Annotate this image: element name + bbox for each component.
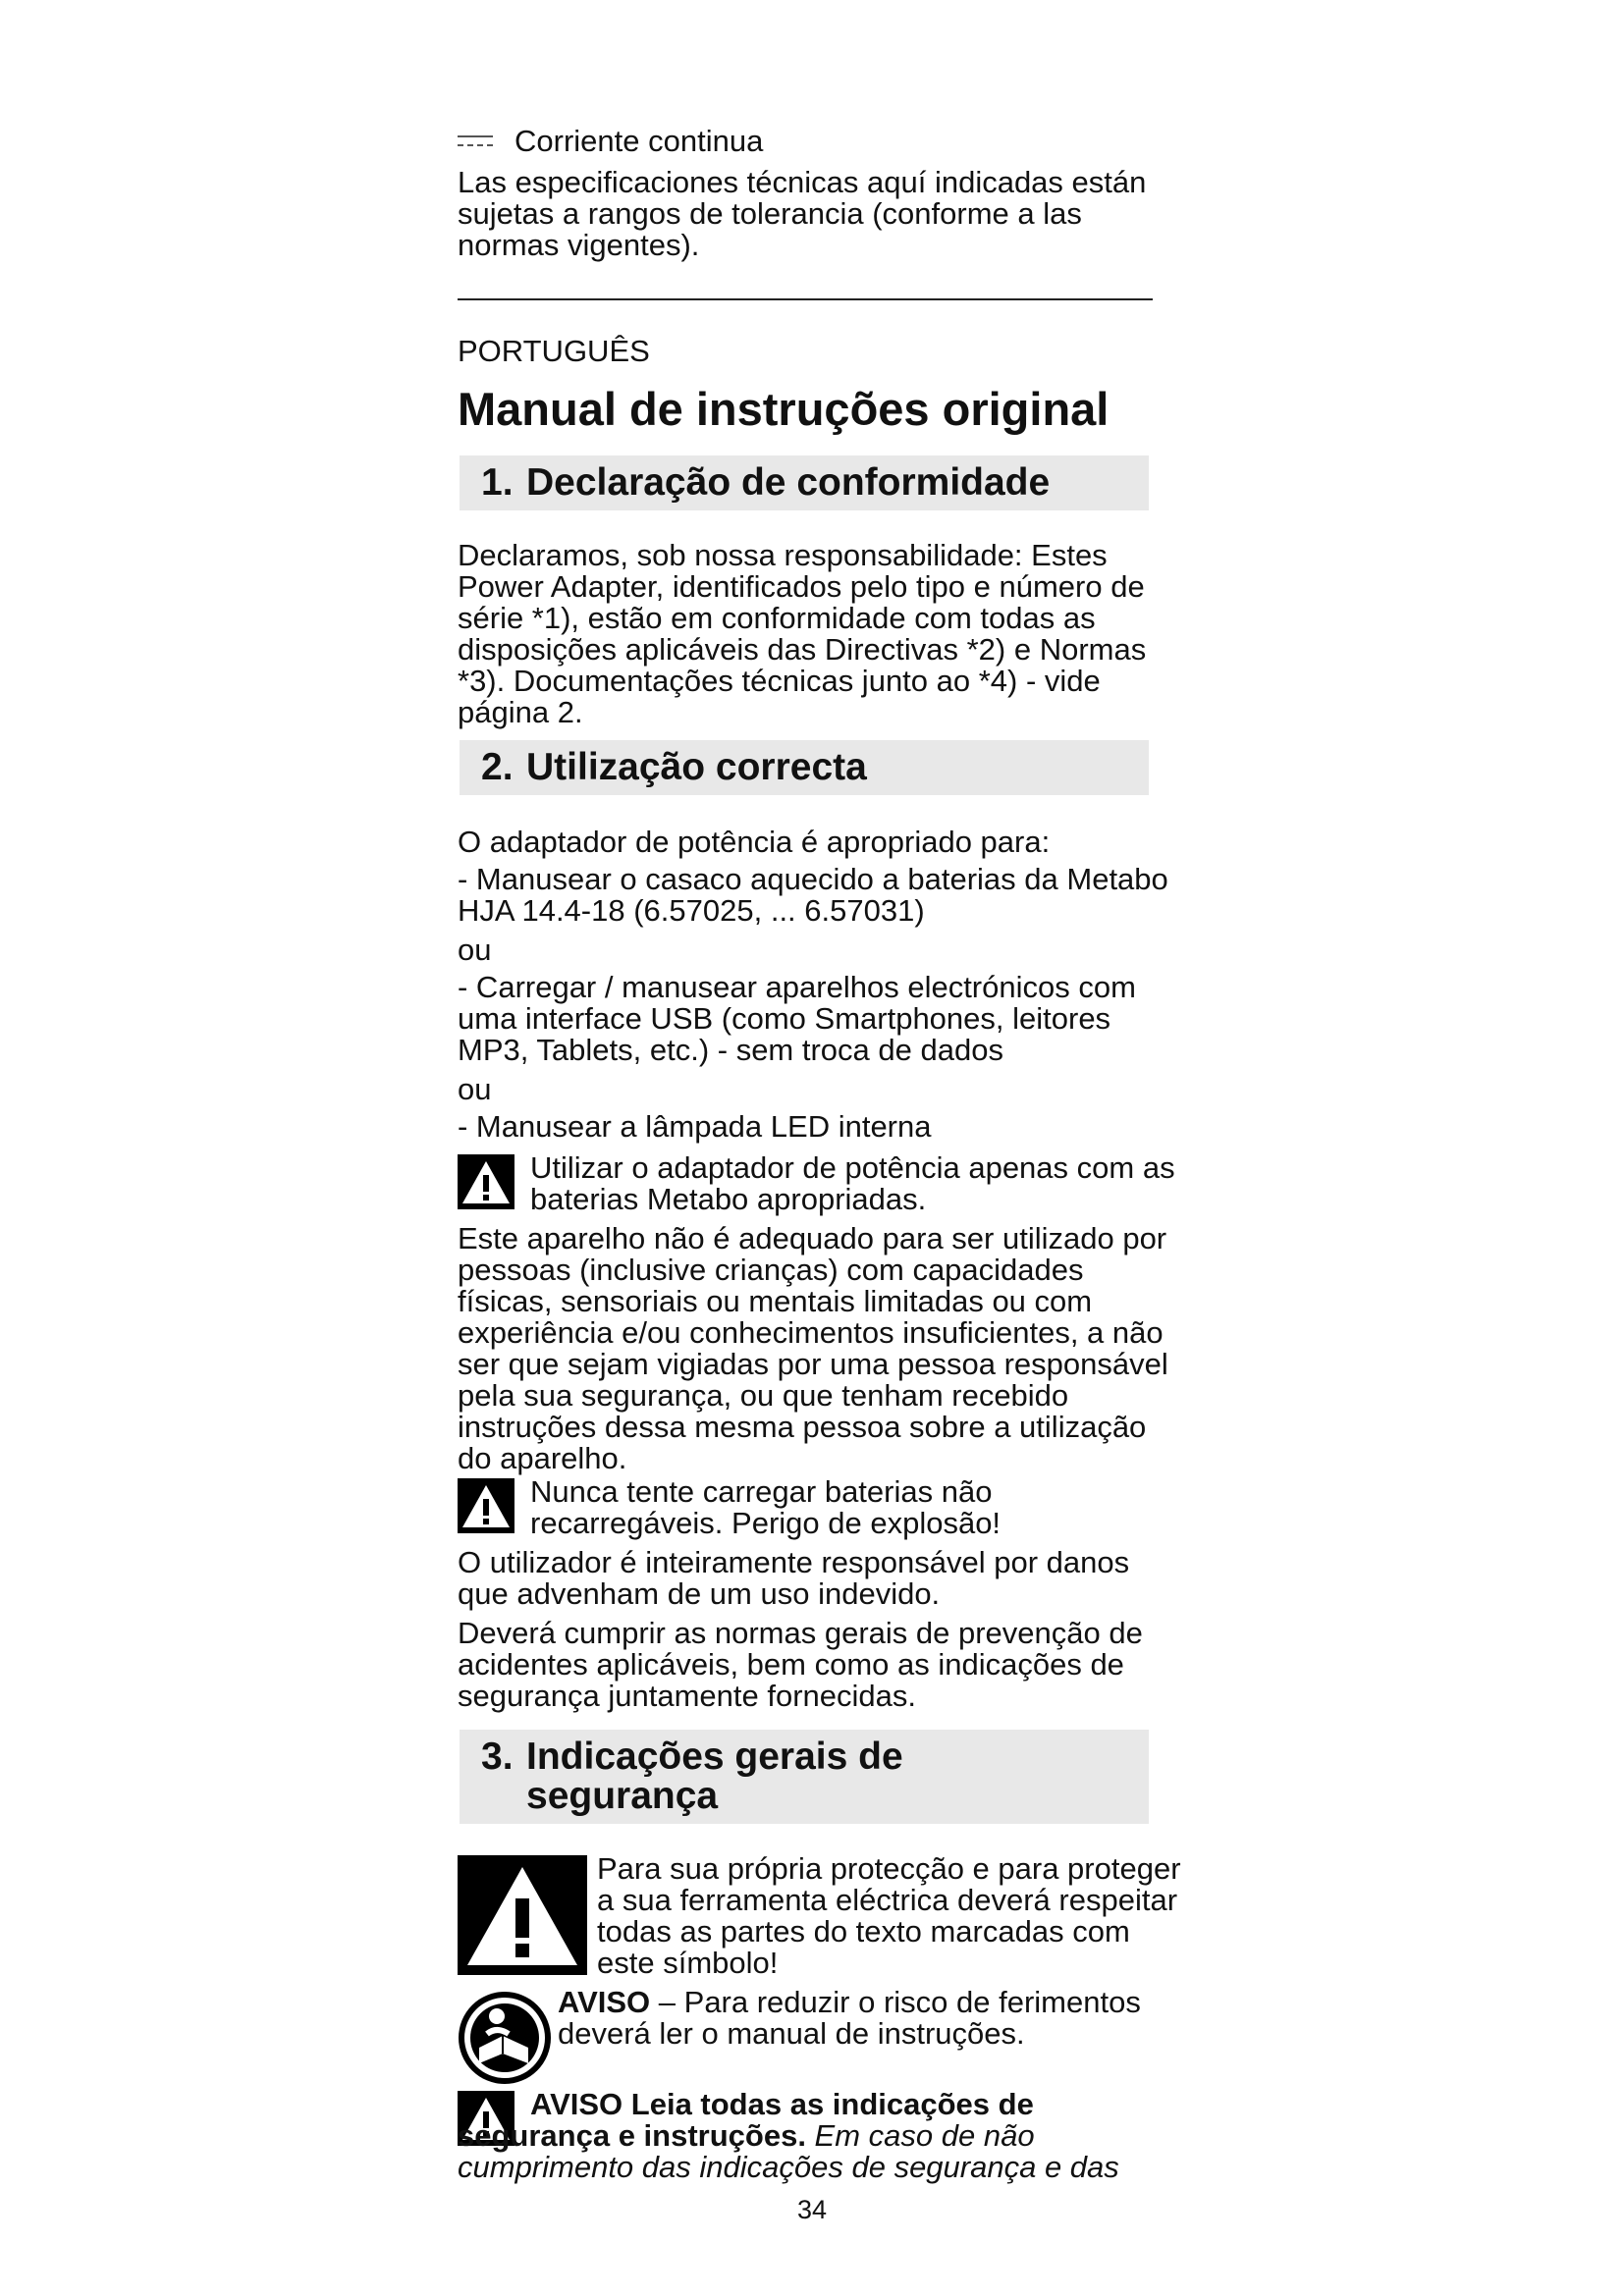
warning-triangle-icon bbox=[458, 1154, 514, 1209]
usage-item-3: - Manusear a lâmpada LED interna bbox=[458, 1109, 932, 1144]
aviso-read-all bbox=[458, 2089, 1164, 2183]
general-safety-warning-text: Para sua própria protecção e para proteger a sua ferramenta eléctrica deverá respeitar todas as partes do texto marcadas com este símbolo! bbox=[597, 1851, 1181, 1980]
section-title-line-2: segurança bbox=[526, 1775, 719, 1817]
section-1-heading bbox=[460, 455, 1149, 510]
read-manual-icon bbox=[458, 1991, 552, 2085]
section-title: Utilização correcta bbox=[526, 746, 867, 788]
section-number: 2. bbox=[481, 746, 514, 788]
warning-2-text: Nunca tente carregar baterias não recarregáveis. Perigo de explosão! bbox=[530, 1474, 1001, 1540]
dc-symbol-icon bbox=[458, 133, 493, 149]
dc-label: Corriente continua bbox=[514, 124, 764, 158]
section-1-text: Declaramos, sob nossa responsabilidade: Estes Power Adapter, identificados pelo tipo e número de série *1), estão em conformidade com todas as disposições aplicáveis das Directivas *2) e Normas *3). Documentações técnicas junto ao *4) - vide página 2. bbox=[458, 538, 1147, 729]
section-title: Declaração de conformidade bbox=[526, 461, 1051, 504]
aviso-label: AVISO bbox=[558, 1985, 651, 2019]
aviso-text: – Para reduzir o risco de ferimentos deverá ler o manual de instruções. bbox=[558, 1985, 1141, 2051]
section-2-para-3: Deverá cumprir as normas gerais de prevenção de acidentes aplicáveis, bem como as indicações de segurança juntamente fornecidas. bbox=[458, 1616, 1143, 1713]
or-text-2: ou bbox=[458, 1072, 492, 1106]
warning-triangle-icon bbox=[458, 1478, 514, 1533]
section-title-line-1: Indicações gerais de bbox=[526, 1735, 903, 1778]
section-2-para-2: O utilizador é inteiramente responsável por danos que advenham de um uso indevido. bbox=[458, 1545, 1130, 1611]
page-number: 34 bbox=[796, 2195, 828, 2224]
warning-1-text: Utilizar o adaptador de potência apenas com as baterias Metabo apropriadas. bbox=[530, 1150, 1175, 1216]
aviso-bold-text: AVISO Leia todas as indicações de segurança e instruções. bbox=[458, 2087, 1034, 2153]
spec-note: Las especificaciones técnicas aquí indicadas están sujetas a rangos de tolerancia (conforme a las normas vigentes). bbox=[458, 165, 1147, 262]
divider bbox=[458, 298, 1153, 300]
aviso-read-manual bbox=[558, 1987, 1166, 2050]
usage-item-1: - Manusear o casaco aquecido a baterias da Metabo HJA 14.4-18 (6.57025, ... 6.57031) bbox=[458, 862, 1168, 928]
section-number: 3. bbox=[481, 1735, 514, 1778]
section-2-heading bbox=[460, 740, 1149, 795]
section-2-para-1: Este aparelho não é adequado para ser utilizado por pessoas (inclusive crianças) com capacidades físicas, sensoriais ou mentais limitadas ou com experiência e/ou conhecimentos insuficientes, a não ser que sejam vigiadas por uma pessoa responsável pela sua segurança, ou que tenham recebido instruções dessa mesma pessoa sobre a utilização do aparelho. bbox=[458, 1221, 1168, 1475]
section-3-heading bbox=[460, 1730, 1149, 1824]
dc-legend bbox=[458, 124, 763, 159]
aviso-italic-text: Em caso de não cumprimento das indicações de segurança e das bbox=[458, 2118, 1119, 2184]
page-title: Manual de instruções original bbox=[458, 383, 1110, 435]
section-number: 1. bbox=[481, 461, 514, 504]
warning-triangle-icon bbox=[458, 1855, 587, 1975]
section-2-intro: O adaptador de potência é apropriado para: bbox=[458, 825, 1051, 859]
language-label: PORTUGUÊS bbox=[458, 334, 650, 368]
or-text-1: ou bbox=[458, 933, 492, 967]
usage-item-2: - Carregar / manusear aparelhos electrónicos com uma interface USB (como Smartphones, leitores MP3, Tablets, etc.) - sem troca de dados bbox=[458, 970, 1136, 1067]
